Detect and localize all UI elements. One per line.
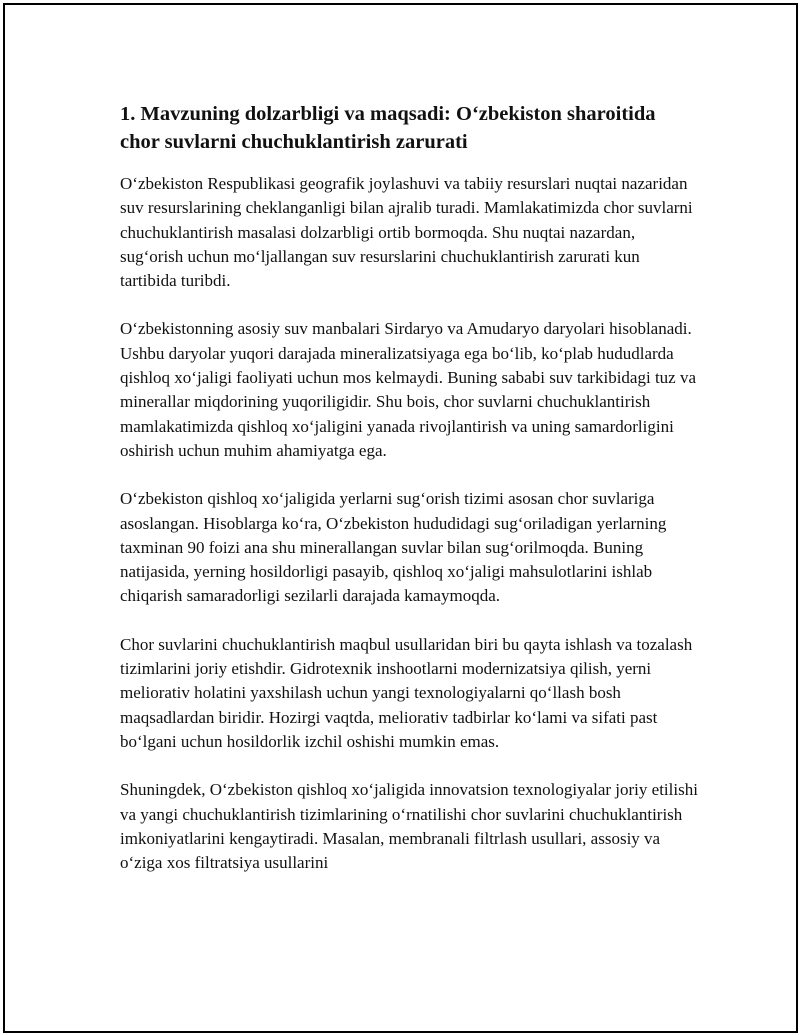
paragraph: O‘zbekiston Respublikasi geografik joylashuvi va tabiiy resurslari nuqtai nazaridan suv resurslarining cheklanganligi bilan ajralib turadi. Mamlakatimizda chor suvlarni chuchuklantirish masalasi dolzarbligi ortib bormoqda. Shu nuqtai nazardan, sug‘orish uchun mo‘ljallangan suv resurslarini chuchuklantirish zarurati kun tartibida turibdi. xyxy=(120,174,693,291)
paragraph: Shuningdek, O‘zbekiston qishloq xo‘jaligida innovatsion texnologiyalar joriy etilishi va yangi chuchuklantirish tizimlarining o‘rnatilishi chor suvlarini chuchuklantirish imkoniyatlarini kengaytiradi. Masalan, membranali filtrlash usullari, assosiy va o‘ziga xos filtratsiya usullarini xyxy=(120,780,698,873)
paragraph: O‘zbekiston qishloq xo‘jaligida yerlarni sug‘orish tizimi asosan chor suvlariga asoslangan. Hisoblarga ko‘ra, O‘zbekiston hududidagi sug‘oriladigan yerlarning taxminan 90 foizi ana shu minerallangan suvlar bilan sug‘orilmoqda. Buning natijasida, yerning hosildorligi pasayib, qishloq xo‘jaligi mahsulotlarini ishlab chiqarish samaradorligi sezilarli darajada kamaymoqda. xyxy=(120,489,667,606)
paragraph: O‘zbekistonning asosiy suv manbalari Sirdaryo va Amudaryo daryolari hisoblanadi. Ushbu daryolar yuqori darajada mineralizatsiyaga ega bo‘lib, ko‘plab hududlarda qishloq xo‘jaligi faoliyati uchun mos kelmaydi. Buning sababi suv tarkibidagi tuz va minerallar miqdorining yuqoriligidir. Shu bois, chor suvlarni chuchuklantirish mamlakatimizda qishloq xo‘jaligini yanada rivojlantirish va uning samardorligini oshirish uchun muhim ahamiyatga ega. xyxy=(120,319,697,460)
page-frame xyxy=(3,3,798,1033)
document-body xyxy=(120,100,700,899)
paragraph: Chor suvlarini chuchuklantirish maqbul usullaridan biri bu qayta ishlash va tozalash tizimlarini joriy etishdir. Gidrotexnik inshootlarni modernizatsiya qilish, yerni meliorativ holatini yaxshilash uchun yangi texnologiyalarni qo‘llash bosh maqsadlardan biridir. Hozirgi vaqtda, meliorativ tadbirlar ko‘lami va sifati past bo‘lgani uchun hosildorlik izchil oshishi mumkin emas. xyxy=(120,634,693,751)
section-title: 1. Mavzuning dolzarbligi va maqsadi: O‘zbekiston sharoitida chor suvlarni chuchuklantirish zarurati xyxy=(120,103,656,153)
